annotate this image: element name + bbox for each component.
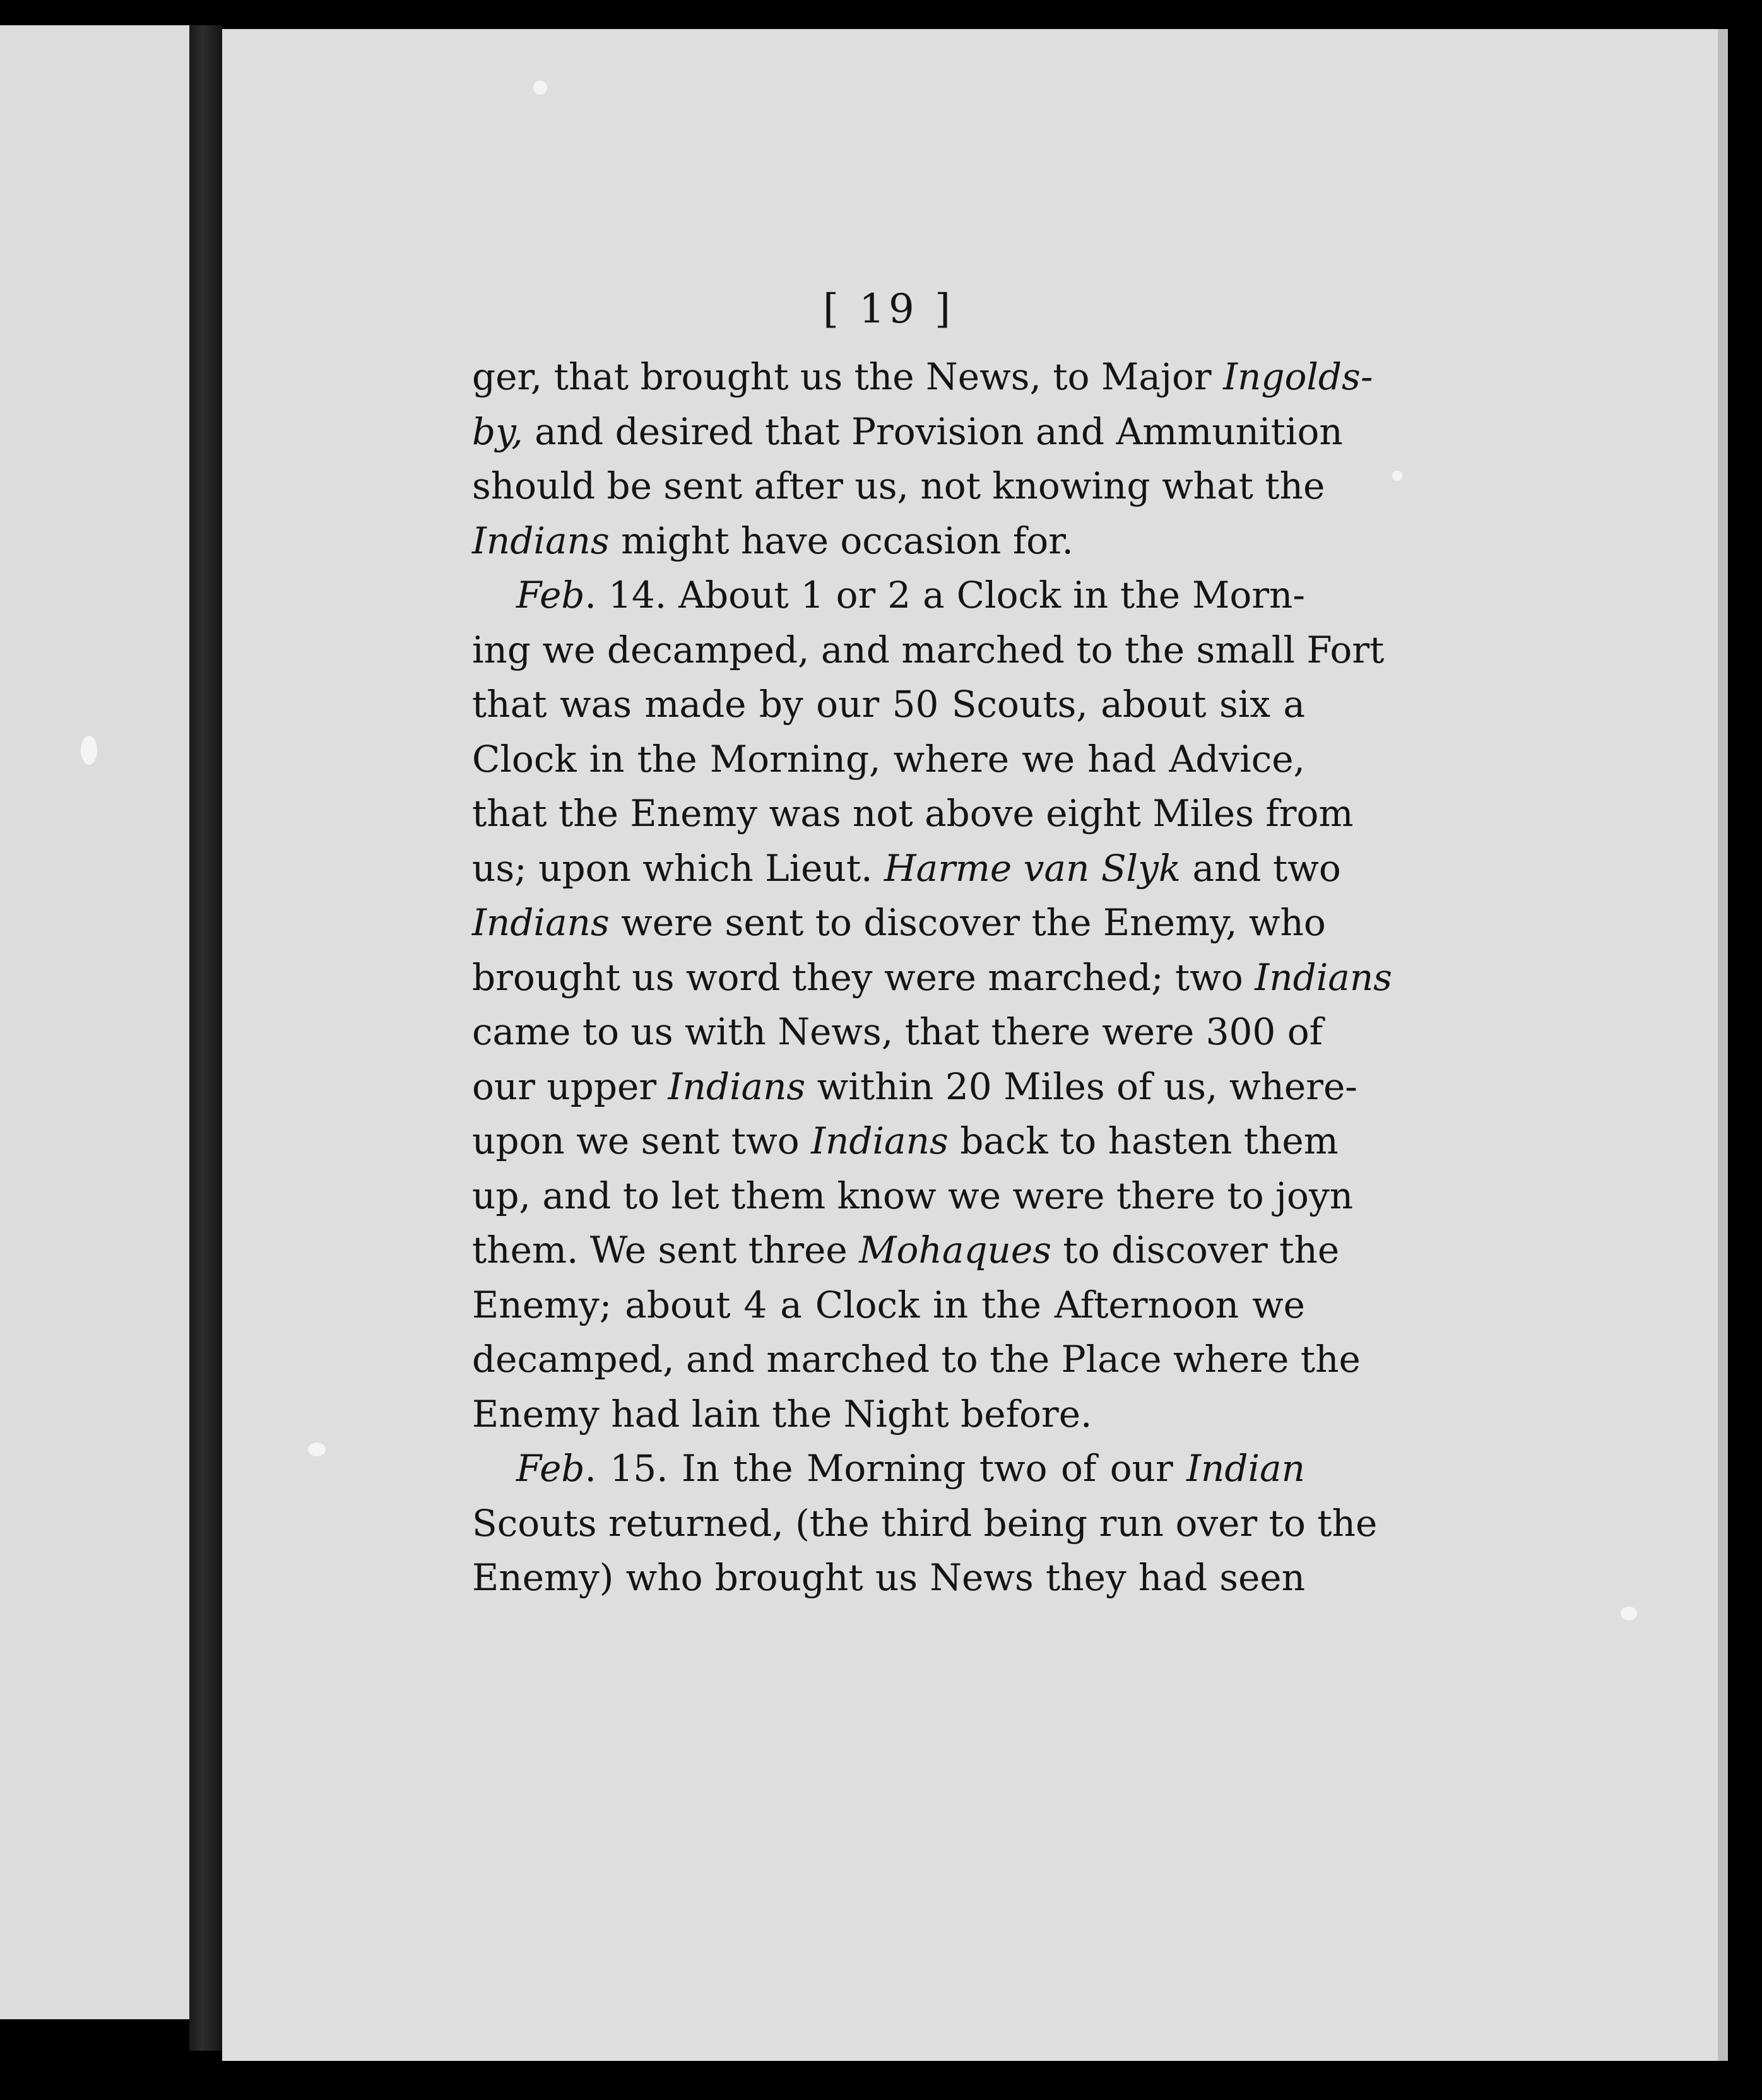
dust-speck [1392, 471, 1402, 481]
text-run: Feb [516, 1447, 585, 1490]
text-run: came to us with News, that there were 300 of [472, 1010, 1323, 1053]
text-line [472, 404, 1343, 459]
text-run: that the Enemy was not above eight Miles from [472, 792, 1354, 835]
text-line [472, 1278, 1305, 1333]
text-run: our upper [472, 1065, 668, 1108]
dust-speck [308, 1442, 326, 1456]
text-run: and desired that Provision and Ammunition [523, 410, 1343, 453]
book-gutter [189, 25, 222, 2051]
text-line [472, 1387, 1305, 1442]
text-run: Indians [668, 1065, 806, 1108]
text-run: Indians [472, 519, 610, 562]
text-run: ger, that brought us the News, to Major [472, 355, 1224, 398]
text-run: Clock in the Morning, where we had Advice, [472, 737, 1305, 781]
text-line [472, 350, 1373, 404]
text-line [472, 1059, 1357, 1114]
text-run: that was made by our 50 Scouts, about six a [472, 683, 1305, 726]
text-line [472, 623, 1385, 678]
dust-speck [1621, 1607, 1637, 1620]
text-run: Indians [1255, 955, 1392, 999]
text-run: . 15. In the Morning two of our [584, 1447, 1187, 1490]
text-line [472, 677, 1305, 732]
text-run: were sent to discover the Enemy, who [609, 901, 1326, 944]
text-run: us; upon which Lieut. [472, 846, 885, 890]
dust-speck [533, 81, 547, 95]
text-line [472, 514, 1305, 569]
text-line [472, 950, 1392, 1005]
text-line [472, 1496, 1378, 1551]
text-line [472, 732, 1305, 787]
text-run: Enemy had lain the Night before. [472, 1392, 1092, 1436]
text-line [472, 1441, 1305, 1496]
dust-speck [81, 736, 97, 765]
page-number: [ 19 ] [822, 286, 955, 333]
text-run: brought us word they were marched; two [472, 955, 1255, 999]
text-run: Enemy) who brought us News they had seen [472, 1556, 1305, 1599]
text-run: upon we sent two [472, 1119, 812, 1162]
text-line [472, 1169, 1354, 1224]
text-run: Scouts returned, (the third being run over to the [472, 1501, 1378, 1545]
text-run: Indians [472, 901, 610, 944]
text-line [472, 1223, 1340, 1278]
text-line [472, 786, 1354, 841]
text-run: back to hasten them [948, 1119, 1339, 1162]
text-line [472, 1332, 1361, 1387]
text-run: Feb [516, 574, 585, 616]
text-run: Mohaques [859, 1229, 1051, 1271]
text-line [472, 841, 1341, 896]
text-line [472, 895, 1326, 950]
text-line [472, 1114, 1339, 1169]
text-line [472, 1550, 1305, 1605]
left-page-edge [0, 25, 189, 2019]
right-page-edge [1718, 29, 1728, 2061]
text-run: Enemy; about 4 a Clock in the Afternoon we [472, 1283, 1305, 1326]
text-run: Indian [1186, 1447, 1305, 1490]
text-run: Ingolds- [1223, 355, 1373, 398]
text-run: within 20 Miles of us, where- [805, 1065, 1357, 1108]
text-run: to discover the [1051, 1229, 1340, 1271]
text-run: by, [472, 410, 523, 453]
text-run: . 14. About 1 or 2 a Clock in the Morn- [584, 574, 1305, 616]
text-run: decamped, and marched to the Place where the [472, 1338, 1361, 1381]
text-run: ing we decamped, and marched to the small Fort [472, 628, 1385, 671]
text-run: might have occasion for. [609, 519, 1073, 562]
text-run: should be sent after us, not knowing what the [472, 464, 1325, 507]
text-run: Indians [811, 1119, 949, 1162]
text-run: and two [1181, 846, 1341, 890]
text-line [472, 1005, 1323, 1059]
page-text [472, 278, 1392, 1605]
text-run: Harme van Slyk [884, 846, 1181, 890]
text-run: them. We sent three [472, 1229, 860, 1271]
text-line [472, 568, 1305, 623]
text-lines [472, 350, 1392, 1605]
text-run: up, and to let them know we were there to joyn [472, 1174, 1354, 1217]
text-line [472, 459, 1325, 514]
